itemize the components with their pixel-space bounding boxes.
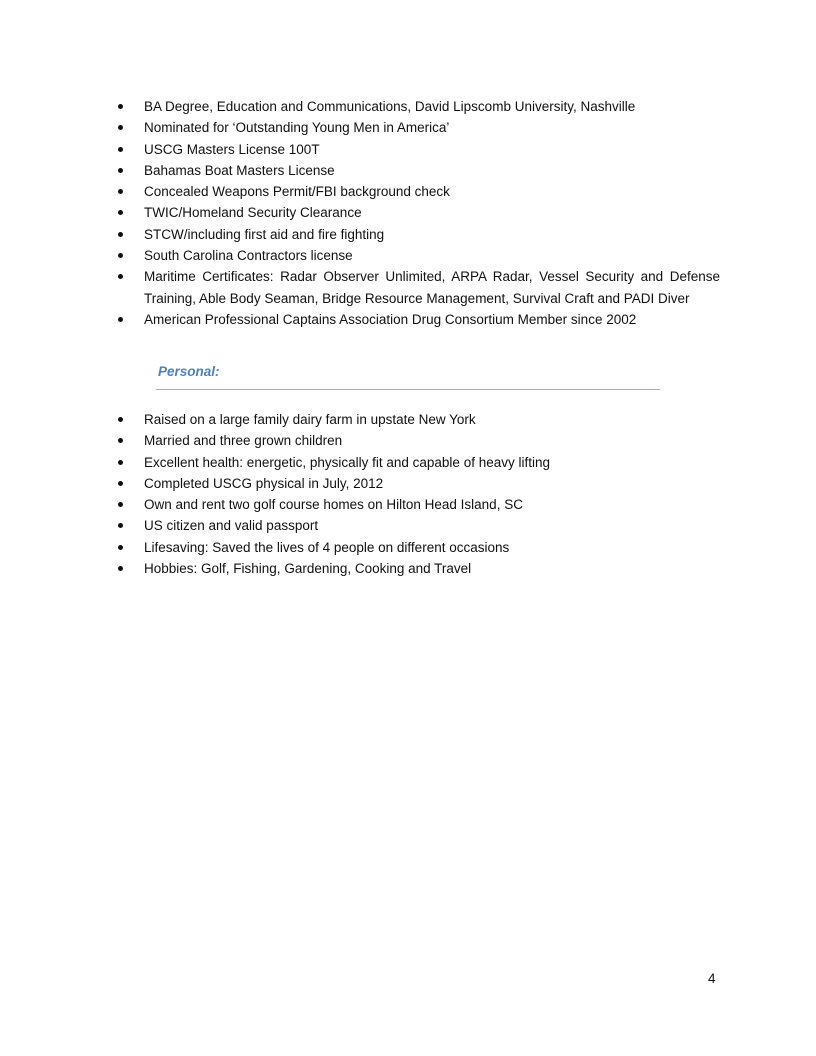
page-number: 4 — [708, 971, 716, 986]
list-item — [118, 96, 720, 117]
list-item — [118, 224, 720, 245]
list-item — [118, 452, 720, 473]
list-item — [118, 409, 720, 430]
list-item — [118, 473, 720, 494]
bullet-icon — [118, 232, 123, 237]
bullet-icon — [118, 545, 123, 550]
list-item — [118, 309, 720, 330]
list-item — [118, 537, 720, 558]
bullet-icon — [118, 417, 123, 422]
list-item-text: Lifesaving: Saved the lives of 4 people on different occasions — [144, 539, 510, 555]
list-item-text: Completed USCG physical in July, 2012 — [144, 475, 384, 491]
list-item-text: Nominated for ‘Outstanding Young Men in America’ — [144, 120, 450, 136]
bullet-icon — [118, 438, 123, 443]
list-item — [118, 494, 720, 515]
list-item — [118, 515, 720, 536]
section-divider — [156, 389, 660, 390]
bullet-icon — [118, 147, 123, 152]
bullet-icon — [118, 125, 123, 130]
list-item-text: STCW/including first aid and fire fighting — [144, 226, 385, 242]
bullet-icon — [118, 104, 123, 109]
list-item-text: Hobbies: Golf, Fishing, Gardening, Cooking and Travel — [144, 561, 472, 577]
list-item-text: Own and rent two golf course homes on Hilton Head Island, SC — [144, 497, 523, 513]
bullet-icon — [118, 523, 123, 528]
list-item — [118, 266, 720, 309]
list-item-text: Excellent health: energetic, physically fit and capable of heavy lifting — [144, 454, 550, 470]
bullet-icon — [118, 502, 123, 507]
bullet-icon — [118, 210, 123, 215]
list-item-text: Married and three grown children — [144, 433, 343, 449]
bullet-icon — [118, 168, 123, 173]
bullet-icon — [118, 317, 123, 322]
list-item — [118, 160, 720, 181]
personal-list — [118, 409, 720, 579]
list-item — [118, 245, 720, 266]
list-item-text: Maritime Certificates: Radar Observer Unlimited, ARPA Radar, Vessel Security and Defense Training, Able Body Seaman, Bridge Resource Management, Survival Craft and PADI Diver — [144, 269, 720, 306]
list-item-text: US citizen and valid passport — [144, 518, 319, 534]
list-item — [118, 181, 720, 202]
list-item-text: Raised on a large family dairy farm in upstate New York — [144, 412, 476, 427]
bullet-icon — [118, 481, 123, 486]
section-heading-personal: Personal: — [158, 364, 220, 379]
bullet-icon — [118, 566, 123, 571]
credentials-list — [118, 96, 720, 330]
list-item — [118, 117, 720, 138]
list-item-text: TWIC/Homeland Security Clearance — [144, 205, 362, 221]
list-item — [118, 430, 720, 451]
list-item-text: Bahamas Boat Masters License — [144, 162, 335, 178]
bullet-icon — [118, 460, 123, 465]
list-item-text: USCG Masters License 100T — [144, 141, 320, 157]
list-item-text: BA Degree, Education and Communications, David Lipscomb University, Nashville — [144, 99, 636, 114]
bullet-icon — [118, 189, 123, 194]
list-item-text: American Professional Captains Association Drug Consortium Member since 2002 — [144, 311, 637, 327]
list-item — [118, 139, 720, 160]
bullet-icon — [118, 274, 123, 279]
list-item-text: Concealed Weapons Permit/FBI background check — [144, 184, 450, 200]
list-item-text: South Carolina Contractors license — [144, 248, 353, 264]
list-item — [118, 202, 720, 223]
list-item — [118, 558, 720, 579]
bullet-icon — [118, 253, 123, 258]
